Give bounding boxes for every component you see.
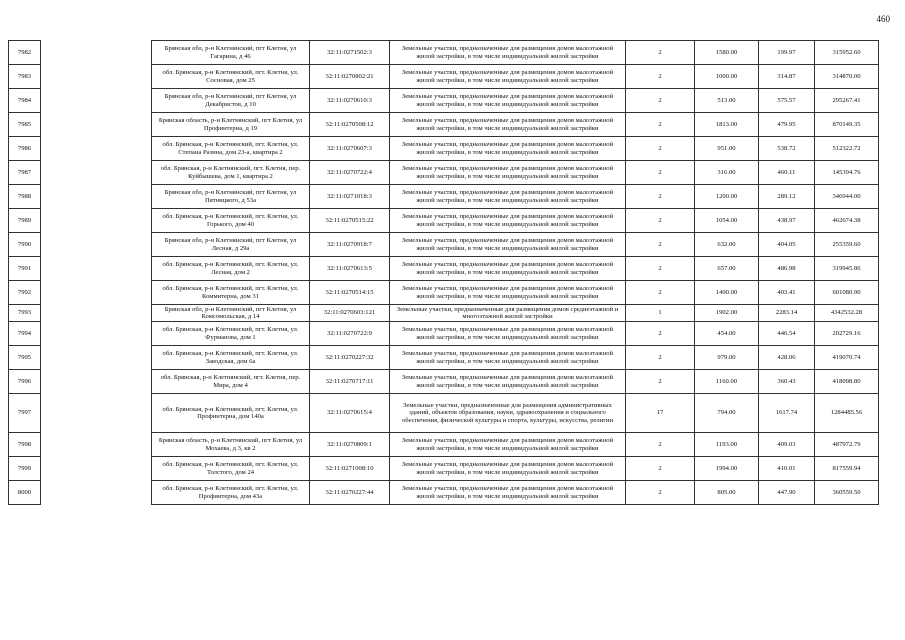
table-row — [9, 65, 879, 89]
blank-cell — [41, 322, 152, 346]
cadastral-value-cell: 319945.86 — [815, 257, 879, 281]
address-cell: обл. Брянская, р-н Клетнянский, пгт. Клетня, ул. Профинтерна, дом 43а — [152, 481, 310, 505]
group-code-cell: 17 — [626, 394, 695, 433]
cadastral-number-cell: 32:11:0270610:3 — [310, 89, 390, 113]
area-cell: 1902.00 — [695, 305, 759, 322]
blank-cell — [41, 185, 152, 209]
land-use-cell: Земельные участки, предназначенные для размещения домов малоэтажной жилой застройки, в том числе индивидуальной жилой застройки — [390, 65, 626, 89]
land-use-cell: Земельные участки, предназначенные для размещения домов малоэтажной жилой застройки, в том числе индивидуальной жилой застройки — [390, 457, 626, 481]
specific-value-cell: 403.41 — [759, 281, 815, 305]
specific-value-cell: 460.11 — [759, 161, 815, 185]
address-cell: Брянская обл, р-н Клетнянский, пгт Клетня, ул Декабристов, д 10 — [152, 89, 310, 113]
area-cell: 1000.00 — [695, 65, 759, 89]
address-cell: обл. Брянская, р-н Клетнянский, пгт. Клетня, ул. Фурманова, дом 1 — [152, 322, 310, 346]
cadastral-number-cell: 32:11:0270613:5 — [310, 257, 390, 281]
group-code-cell: 2 — [626, 41, 695, 65]
land-use-cell: Земельные участки, предназначенные для размещения домов малоэтажной жилой застройки, в том числе индивидуальной жилой застройки — [390, 137, 626, 161]
group-code-cell: 2 — [626, 185, 695, 209]
cadastral-value-cell: 360559.50 — [815, 481, 879, 505]
cadastral-value-cell: 315952.60 — [815, 41, 879, 65]
table-row — [9, 346, 879, 370]
land-use-cell: Земельные участки, предназначенные для размещения домов малоэтажной жилой застройки, в том числе индивидуальной жилой застройки — [390, 233, 626, 257]
group-code-cell: 2 — [626, 89, 695, 113]
group-code-cell: 2 — [626, 346, 695, 370]
cadastral-number-cell: 32:11:0270722:4 — [310, 161, 390, 185]
cadastral-number-cell: 32:11:0270508:12 — [310, 113, 390, 137]
cadastral-number-cell: 32:11:0270717:11 — [310, 370, 390, 394]
cadastral-number-cell: 32:11:0270615:4 — [310, 394, 390, 433]
blank-cell — [41, 257, 152, 281]
specific-value-cell: 289.12 — [759, 185, 815, 209]
address-cell: Брянская обл, р-н Клетнянский, пгт Клетня, ул Гагарина, д 46 — [152, 41, 310, 65]
row-number-cell: 7986 — [9, 137, 41, 161]
table-row — [9, 161, 879, 185]
area-cell: 1813.00 — [695, 113, 759, 137]
area-cell: 1200.00 — [695, 185, 759, 209]
land-use-cell: Земельные участки, предназначенные для размещения домов малоэтажной жилой застройки, в том числе индивидуальной жилой застройки — [390, 281, 626, 305]
group-code-cell: 2 — [626, 322, 695, 346]
address-cell: Брянская обл, р-н Клетнянский, пгт Клетня, ул Лесная, д 29а — [152, 233, 310, 257]
group-code-cell: 2 — [626, 457, 695, 481]
blank-cell — [41, 65, 152, 89]
row-number-cell: 7985 — [9, 113, 41, 137]
cadastral-number-cell: 32:11:0271018:3 — [310, 185, 390, 209]
blank-cell — [41, 41, 152, 65]
specific-value-cell: 428.06 — [759, 346, 815, 370]
specific-value-cell: 314.87 — [759, 65, 815, 89]
blank-cell — [41, 305, 152, 322]
table-row — [9, 305, 879, 322]
row-number-cell: 7995 — [9, 346, 41, 370]
table-row — [9, 89, 879, 113]
cadastral-value-cell: 346944.00 — [815, 185, 879, 209]
land-use-cell: Земельные участки, предназначенные для размещения домов малоэтажной жилой застройки, в том числе индивидуальной жилой застройки — [390, 113, 626, 137]
area-cell: 316.00 — [695, 161, 759, 185]
land-use-cell: Земельные участки, предназначенные для размещения домов малоэтажной жилой застройки, в том числе индивидуальной жилой застройки — [390, 433, 626, 457]
cadastral-value-cell: 512322.72 — [815, 137, 879, 161]
specific-value-cell: 1617.74 — [759, 394, 815, 433]
group-code-cell: 2 — [626, 209, 695, 233]
row-number-cell: 7983 — [9, 65, 41, 89]
address-cell: Брянская область, р-н Клетнянский, пгт Клетня, ул Мохаева, д 3, кв 2 — [152, 433, 310, 457]
cadastral-number-cell: 32:11:0271008:10 — [310, 457, 390, 481]
address-cell: обл. Брянская, р-н Клетнянский, пгт. Клетня, ул. Профинтерна, дом 140а — [152, 394, 310, 433]
cadastral-number-cell: 32:11:0270515:22 — [310, 209, 390, 233]
area-cell: 1994.00 — [695, 457, 759, 481]
area-cell: 979.00 — [695, 346, 759, 370]
specific-value-cell: 2283.14 — [759, 305, 815, 322]
cadastral-number-cell: 32:11:0270918:7 — [310, 233, 390, 257]
group-code-cell: 2 — [626, 233, 695, 257]
specific-value-cell: 409.03 — [759, 433, 815, 457]
row-number-cell: 7984 — [9, 89, 41, 113]
row-number-cell: 7992 — [9, 281, 41, 305]
cadastral-number-cell: 32:11:0270809:1 — [310, 433, 390, 457]
area-cell: 1054.00 — [695, 209, 759, 233]
specific-value-cell: 404.05 — [759, 233, 815, 257]
blank-cell — [41, 433, 152, 457]
specific-value-cell: 538.72 — [759, 137, 815, 161]
area-cell: 1160.00 — [695, 370, 759, 394]
row-number-cell: 7982 — [9, 41, 41, 65]
area-cell: 1193.00 — [695, 433, 759, 457]
land-use-cell: Земельные участки, предназначенные для размещения домов малоэтажной жилой застройки, в том числе индивидуальной жилой застройки — [390, 257, 626, 281]
blank-cell — [41, 394, 152, 433]
row-number-cell: 8000 — [9, 481, 41, 505]
area-cell: 1580.00 — [695, 41, 759, 65]
cadastral-number-cell: 32:11:0270722:9 — [310, 322, 390, 346]
cadastral-value-cell: 462674.38 — [815, 209, 879, 233]
cadastral-value-cell: 4342532.28 — [815, 305, 879, 322]
cadastral-value-cell: 419070.74 — [815, 346, 879, 370]
address-cell: обл. Брянская, р-н Клетнянский, пгт. Клетня, пер. Куйбышева, дом 1, квартира 2 — [152, 161, 310, 185]
group-code-cell: 1 — [626, 305, 695, 322]
table-row — [9, 185, 879, 209]
table-row — [9, 322, 879, 346]
row-number-cell: 7987 — [9, 161, 41, 185]
table-row — [9, 137, 879, 161]
group-code-cell: 2 — [626, 113, 695, 137]
row-number-cell: 7993 — [9, 305, 41, 322]
row-number-cell: 7991 — [9, 257, 41, 281]
table-row — [9, 394, 879, 433]
cadastral-value-cell: 295267.41 — [815, 89, 879, 113]
cadastral-number-cell: 32:11:0270227:44 — [310, 481, 390, 505]
group-code-cell: 2 — [626, 257, 695, 281]
cadastral-value-cell: 145394.76 — [815, 161, 879, 185]
cadastral-value-cell: 255359.60 — [815, 233, 879, 257]
group-code-cell: 2 — [626, 161, 695, 185]
area-cell: 454.00 — [695, 322, 759, 346]
row-number-cell: 7994 — [9, 322, 41, 346]
address-cell: обл. Брянская, р-н Клетнянский, пгт. Клетня, ул. Сосновая, дом 25 — [152, 65, 310, 89]
blank-cell — [41, 233, 152, 257]
blank-cell — [41, 161, 152, 185]
land-use-cell: Земельные участки, предназначенные для размещения домов малоэтажной жилой застройки, в том числе индивидуальной жилой застройки — [390, 322, 626, 346]
blank-cell — [41, 346, 152, 370]
land-use-cell: Земельные участки, предназначенные для размещения административных зданий, объектов образования, науки, здравоохранения и социального обеспечения, физической культуры и спорта, культуры, искусства, религии — [390, 394, 626, 433]
table-row — [9, 209, 879, 233]
area-cell: 794.00 — [695, 394, 759, 433]
row-number-cell: 7999 — [9, 457, 41, 481]
address-cell: обл. Брянская, р-н Клетнянский, пгт. Клетня, пер. Мира, дом 4 — [152, 370, 310, 394]
group-code-cell: 2 — [626, 433, 695, 457]
cadastral-value-cell: 870149.35 — [815, 113, 879, 137]
blank-cell — [41, 457, 152, 481]
table-row — [9, 433, 879, 457]
address-cell: обл. Брянская, р-н Клетнянский, пгт. Клетня, ул. Коммитерна, дом 31 — [152, 281, 310, 305]
table-row — [9, 370, 879, 394]
blank-cell — [41, 281, 152, 305]
area-cell: 657.00 — [695, 257, 759, 281]
table-body — [9, 41, 879, 505]
land-use-cell: Земельные участки, предназначенные для размещения домов малоэтажной жилой застройки, в том числе индивидуальной жилой застройки — [390, 346, 626, 370]
specific-value-cell: 479.95 — [759, 113, 815, 137]
specific-value-cell: 199.97 — [759, 41, 815, 65]
address-cell: Брянская обл, р-н Клетнянский, пгт Клетня, ул Комсомольская, д 14 — [152, 305, 310, 322]
table-row — [9, 281, 879, 305]
land-use-cell: Земельные участки, предназначенные для размещения домов малоэтажной жилой застройки, в том числе индивидуальной жилой застройки — [390, 185, 626, 209]
row-number-cell: 7990 — [9, 233, 41, 257]
specific-value-cell: 438.97 — [759, 209, 815, 233]
group-code-cell: 2 — [626, 481, 695, 505]
cadastral-value-cell: 487972.79 — [815, 433, 879, 457]
area-cell: 632.00 — [695, 233, 759, 257]
group-code-cell: 2 — [626, 281, 695, 305]
address-cell: обл. Брянская, р-н Клетнянский, пгт. Клетня, ул. Горького, дом 40 — [152, 209, 310, 233]
specific-value-cell: 410.01 — [759, 457, 815, 481]
blank-cell — [41, 481, 152, 505]
address-cell: обл. Брянская, р-н Клетнянский, пгт. Клетня, ул. Толстого, дом 24 — [152, 457, 310, 481]
land-use-cell: Земельные участки, предназначенные для размещения домов среднеэтажной и многоэтажной жилой застройки — [390, 305, 626, 322]
address-cell: обл. Брянская, р-н Клетнянский, пгт. Клетня, ул. Лесная, дом 2 — [152, 257, 310, 281]
cadastral-value-cell: 314870.00 — [815, 65, 879, 89]
land-use-cell: Земельные участки, предназначенные для размещения домов малоэтажной жилой застройки, в том числе индивидуальной жилой застройки — [390, 89, 626, 113]
land-use-cell: Земельные участки, предназначенные для размещения домов малоэтажной жилой застройки, в том числе индивидуальной жилой застройки — [390, 41, 626, 65]
specific-value-cell: 486.98 — [759, 257, 815, 281]
cadastral-value-cell: 1284485.56 — [815, 394, 879, 433]
cadastral-number-cell: 32:11:0270227:32 — [310, 346, 390, 370]
specific-value-cell: 360.43 — [759, 370, 815, 394]
table-row — [9, 257, 879, 281]
cadastral-value-cell: 817559.94 — [815, 457, 879, 481]
cadastral-number-cell: 32:11:0270802:21 — [310, 65, 390, 89]
address-cell: Брянская область, р-н Клетнянский, пгт Клетня, ул Профинтерна, д 19 — [152, 113, 310, 137]
blank-cell — [41, 113, 152, 137]
blank-cell — [41, 137, 152, 161]
cadastral-value-cell: 202729.16 — [815, 322, 879, 346]
area-cell: 1490.00 — [695, 281, 759, 305]
land-use-cell: Земельные участки, предназначенные для размещения домов малоэтажной жилой застройки, в том числе индивидуальной жилой застройки — [390, 370, 626, 394]
cadastral-value-cell: 418098.80 — [815, 370, 879, 394]
table-row — [9, 233, 879, 257]
cadastral-number-cell: 32:11:0270514:15 — [310, 281, 390, 305]
row-number-cell: 7988 — [9, 185, 41, 209]
land-use-cell: Земельные участки, предназначенные для размещения домов малоэтажной жилой застройки, в том числе индивидуальной жилой застройки — [390, 481, 626, 505]
blank-cell — [41, 89, 152, 113]
specific-value-cell: 447.90 — [759, 481, 815, 505]
row-number-cell: 7996 — [9, 370, 41, 394]
table-row — [9, 113, 879, 137]
table-row — [9, 457, 879, 481]
cadastral-value-cell: 601080.90 — [815, 281, 879, 305]
cadastral-number-cell: 32:11:0270603:121 — [310, 305, 390, 322]
address-cell: Брянская обл, р-н Клетнянский, пгт Клетня, ул Пятницкого, д 53а — [152, 185, 310, 209]
group-code-cell: 2 — [626, 370, 695, 394]
group-code-cell: 2 — [626, 137, 695, 161]
page-number: 460 — [876, 14, 890, 24]
area-cell: 951.00 — [695, 137, 759, 161]
blank-cell — [41, 370, 152, 394]
table-row — [9, 481, 879, 505]
specific-value-cell: 575.57 — [759, 89, 815, 113]
table-row — [9, 41, 879, 65]
land-use-cell: Земельные участки, предназначенные для размещения домов малоэтажной жилой застройки, в том числе индивидуальной жилой застройки — [390, 161, 626, 185]
address-cell: обл. Брянская, р-н Клетнянский, пгт. Клетня, ул. Заводская, дом 6а — [152, 346, 310, 370]
address-cell: обл. Брянская, р-н Клетнянский, пгт. Клетня, ул. Степана Разина, дом 23-а, квартира 2 — [152, 137, 310, 161]
row-number-cell: 7989 — [9, 209, 41, 233]
row-number-cell: 7998 — [9, 433, 41, 457]
cadastral-number-cell: 32:11:0271502:3 — [310, 41, 390, 65]
area-cell: 513.00 — [695, 89, 759, 113]
cadastral-number-cell: 32:11:0270607:3 — [310, 137, 390, 161]
blank-cell — [41, 209, 152, 233]
row-number-cell: 7997 — [9, 394, 41, 433]
specific-value-cell: 446.54 — [759, 322, 815, 346]
land-use-cell: Земельные участки, предназначенные для размещения домов малоэтажной жилой застройки, в том числе индивидуальной жилой застройки — [390, 209, 626, 233]
group-code-cell: 2 — [626, 65, 695, 89]
cadastral-value-table — [8, 40, 879, 505]
area-cell: 805.00 — [695, 481, 759, 505]
